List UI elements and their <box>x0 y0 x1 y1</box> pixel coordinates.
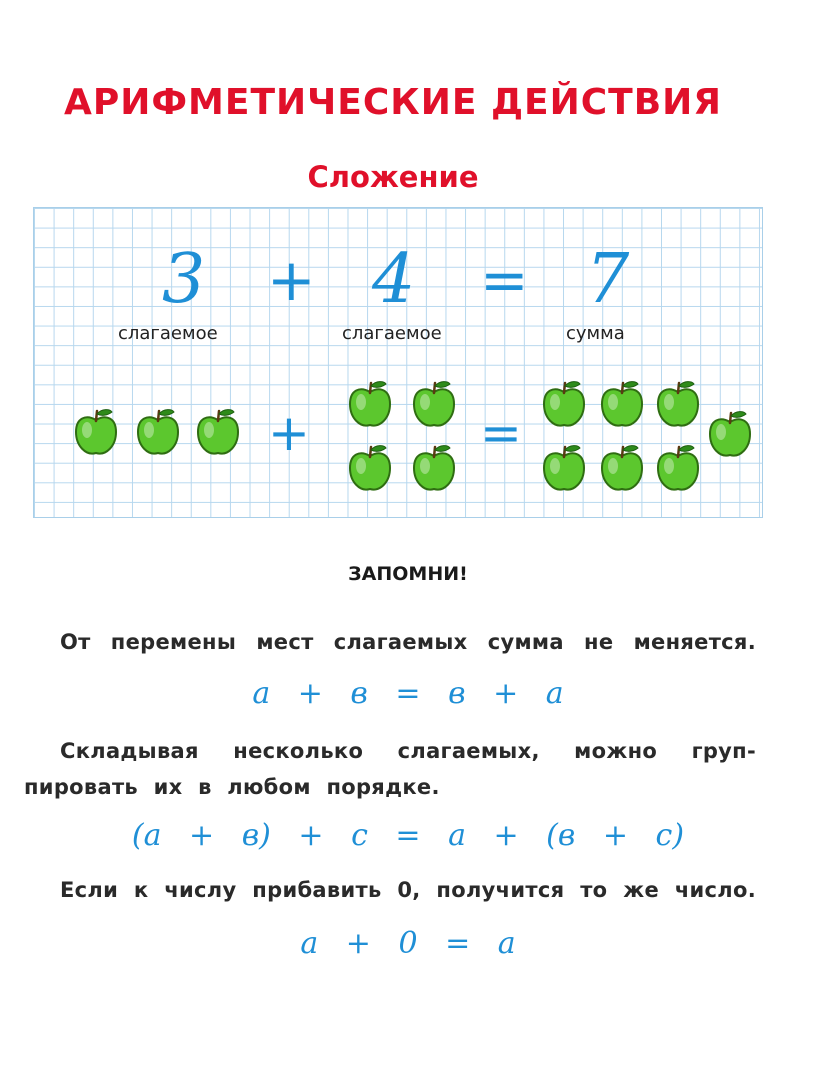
apple-group-b-apple-icon <box>410 442 458 498</box>
apple-group-sum-apple-icon <box>540 378 588 434</box>
label-addend-a: слагаемое <box>118 323 218 344</box>
formula-associative: (a + в) + с = a + (в + с) <box>131 818 685 853</box>
section-title: Сложение <box>307 160 479 194</box>
apple-group-a-apple-icon <box>72 406 120 462</box>
rule-commutative: От перемены мест слагаемых сумма не меняется. <box>60 630 756 654</box>
label-addend-b: слагаемое <box>342 323 442 344</box>
apple-group-b-apple-icon <box>346 378 394 434</box>
apple-group-sum-apple-icon <box>540 442 588 498</box>
apple-group-sum-apple-icon <box>706 408 754 464</box>
apple-group-sum-apple-icon <box>654 378 702 434</box>
rule-zero: Если к числу прибавить 0, получится то же число. <box>60 878 756 902</box>
apple-group-sum-apple-icon <box>654 442 702 498</box>
sum-value: 7 <box>586 240 630 319</box>
rule-associative-line-1: Складывая несколько слагаемых, можно груп- <box>60 739 756 763</box>
addend-b: 4 <box>372 240 416 319</box>
apple-group-a-apple-icon <box>194 406 242 462</box>
plus-sign: + <box>267 246 316 314</box>
label-sum: сумма <box>566 323 625 344</box>
apple-group-sum-apple-icon <box>598 442 646 498</box>
equals-sign: = <box>480 246 529 314</box>
page-title: АРИФМЕТИЧЕСКИЕ ДЕЙСТВИЯ <box>63 82 722 123</box>
rule-associative <box>24 733 756 805</box>
apple-group-b-apple-icon <box>346 442 394 498</box>
formula-zero: a + 0 = a <box>300 926 516 961</box>
apple-group-sum-apple-icon <box>598 378 646 434</box>
addend-a: 3 <box>162 240 206 319</box>
remember-heading: ЗАПОМНИ! <box>348 563 468 585</box>
apple-group-b-apple-icon <box>410 378 458 434</box>
rule-associative-line-2: пировать их в любом порядке. <box>24 775 440 799</box>
formula-commutative: a + в = в + a <box>252 676 564 711</box>
apple-group-a-apple-icon <box>134 406 182 462</box>
apples-plus-sign: + <box>268 404 310 462</box>
apples-equals-sign: = <box>480 404 522 462</box>
